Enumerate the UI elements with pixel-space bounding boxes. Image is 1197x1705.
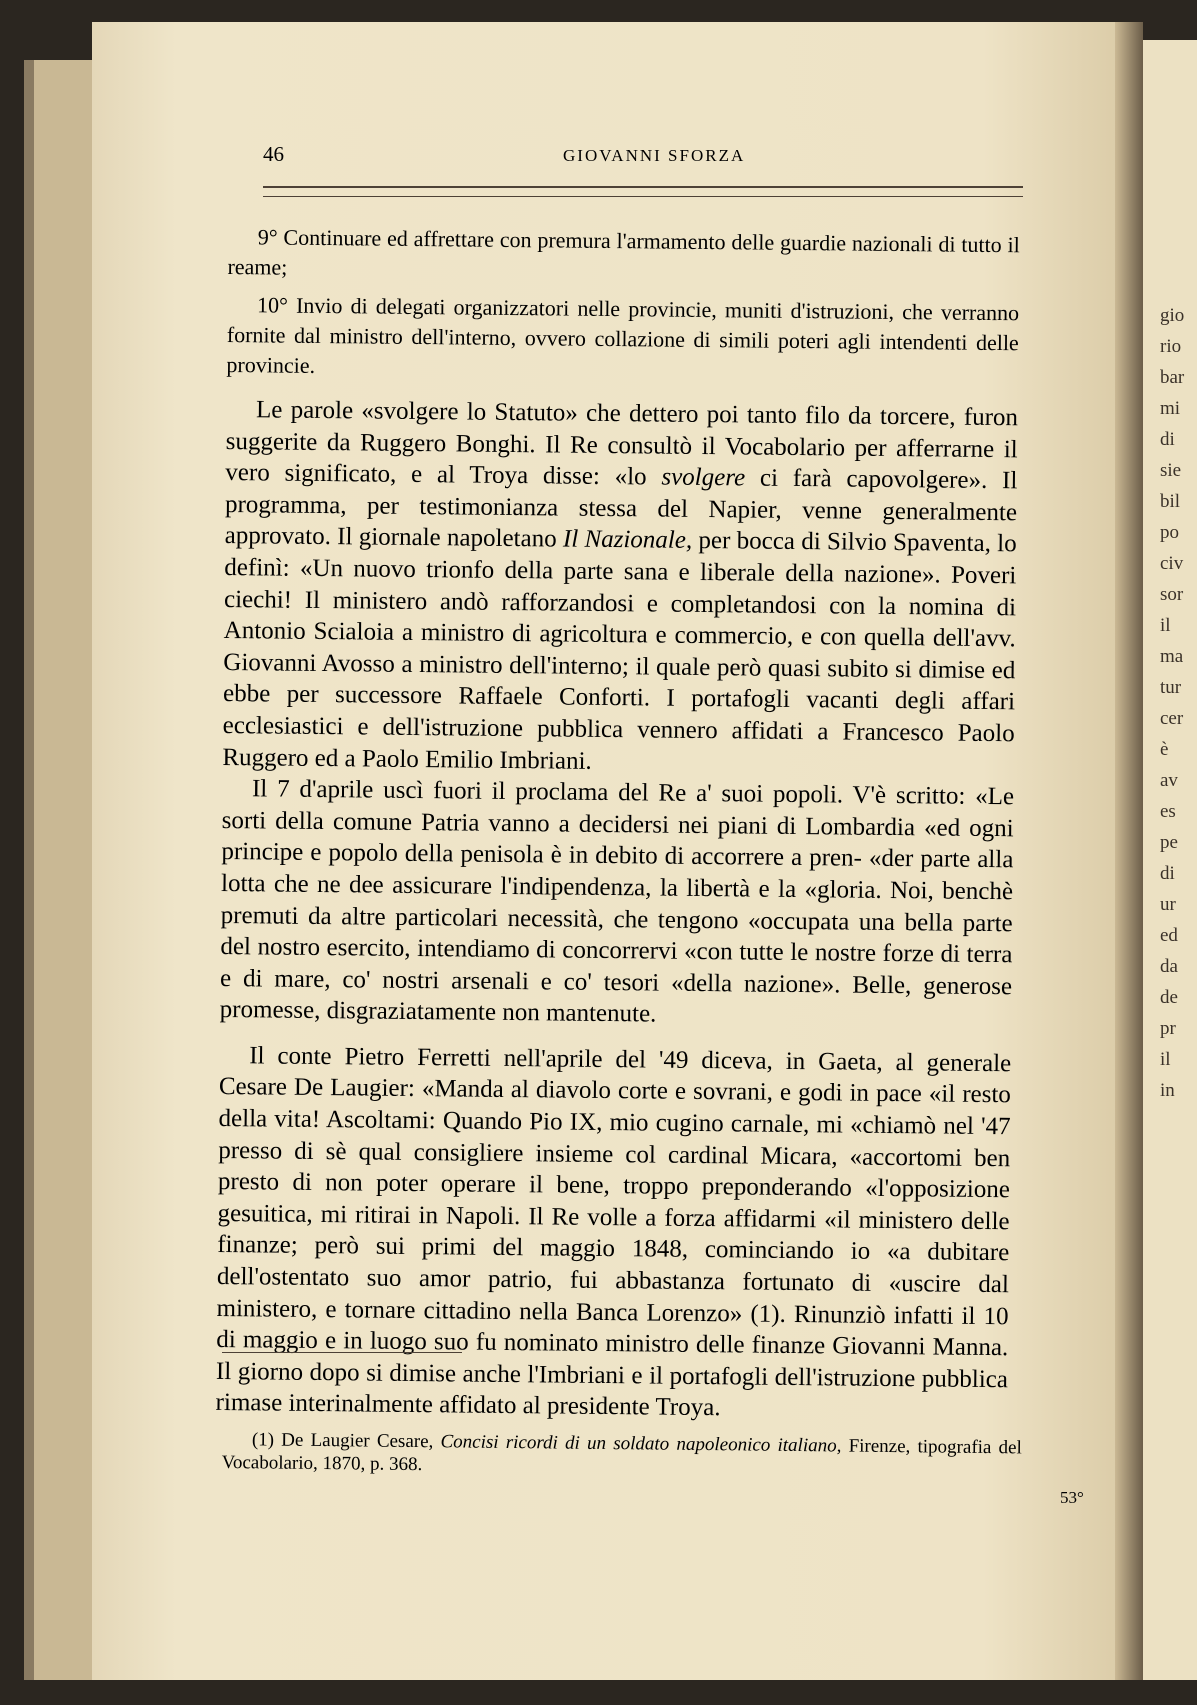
next-page-fragment: pe: [1160, 832, 1178, 853]
next-page-fragment: sie: [1160, 460, 1182, 481]
running-head: GIOVANNI SFORZA: [563, 146, 746, 165]
paragraph-proclama: Il 7 d'aprile uscì fuori il proclama del Re a' suoi popoli. V'è scritto: «Le sorti della comune Patria vanno a decidersi nei piani di Lombardia «ed ogni principe e popolo della penisola è in debito di accorrere a pren- «der parte alla lotta che ne dee assicurare l'indipendenza, la libertà e la «gloria. Noi, benchè premuti da altre particolari necessità, che tengono «occupata una bella parte del nostro esercito, intendiamo di concorrervi «con tutte le nostre forze di terra e di mare, co' nostri arsenali e co' tesori «della nazione». Belle, generose promesse, disgraziatamente non mantenute.: [219, 775, 1015, 1028]
paragraph-text: per bocca di Silvio Spaventa, lo definì: «Un nuovo trionfo della parte sana e liberale della nazione». Poveri ciechi! Il ministero andò rafforzandosi e completandosi con la nomina di Antonio Scialoia a ministro di agricoltura e commercio, e con quella dell'avv. Giovanni Avosso a ministro dell'interno; il quale però quasi subito si dimise ed ebbe per successore Raffaele Conforti. I portafogli vacanti degli affari ecclesiastici e dell'istruzione pubblica vennero affidati a Francesco Paolo Ruggero ed a Paolo Emilio Imbriani.: [222, 527, 1017, 775]
page-header: [263, 132, 1023, 172]
next-page-fragment: di: [1160, 863, 1175, 884]
paragraph-statuto: [222, 394, 1018, 781]
page-number: 46: [263, 142, 284, 166]
signature-mark: 53°: [1060, 1488, 1084, 1507]
next-page-fragment: ed: [1160, 925, 1178, 946]
paragraph-text: ci farà capovolgere». Il programma, per testimonianza stessa del Napier, venne generalmente approvato. Il giornale napoletano: [224, 464, 1018, 553]
next-page-fragment: rio: [1160, 336, 1182, 357]
footnote-title: Concisi ricordi di un soldato napoleonico italiano,: [433, 1431, 842, 1457]
next-page-fragment: av: [1160, 770, 1178, 791]
next-page-fragment: il: [1160, 1049, 1171, 1070]
next-page-fragment: è: [1160, 739, 1169, 760]
page-stack-shadow: [24, 60, 34, 1680]
paragraph-ferretti: Il conte Pietro Ferretti nell'aprile del '49 diceva, in Gaeta, al generale Cesare De Laugier: «Manda al diavolo corte e sovrani, e godi in pace «il resto della vita! Ascoltami: Quando Pio IX, mio cugino carnale, mi «chiamò nel '47 presso di sè qual consigliere insieme col cardinal Micara, «accortomi ben presto di non poter operare il bene, troppo preponderando «l'opposizione gesuitica, mi ritirai in Napoli. Il Re volle a forza affidarmi «il ministero delle finanze; però sui primi del maggio 1848, cominciando io «a dubitare dell'ostentato suo amor patrio, fui abbastanza fortunato di «uscire dal ministero, e tornare cittadino nella Banca Lorenzo» (1). Rinunziò infatti il 10 di maggio e in luogo suo fu nominato ministro delle finanze Giovanni Manna. Il giorno dopo si dimise anche l'Imbriani e il portafogli dell'istruzione pubblica rimase interinalmente affidato al presidente Troya.: [215, 1042, 1012, 1422]
next-page-fragment: bar: [1160, 367, 1185, 388]
footnote-rule: [222, 1352, 462, 1353]
next-page-fragment: cer: [1160, 708, 1184, 729]
next-page-fragment: mi: [1160, 398, 1181, 419]
next-page-fragment: di: [1160, 429, 1175, 450]
footnote: [222, 1428, 1022, 1482]
next-page-fragment: ma: [1160, 646, 1184, 667]
next-page-fragment: bil: [1160, 491, 1181, 512]
list-item-10: 10° Invio di delegati organizzatori nelle provincie, muniti d'istruzioni, che verranno fornite dal ministro dell'interno, ovvero collazione di simili poteri agli intendenti delle provincie.: [226, 292, 1020, 378]
next-page-fragment: pr: [1160, 1018, 1176, 1039]
next-page-fragment: sor: [1160, 584, 1184, 605]
header-double-rule: [263, 186, 1023, 197]
next-page-fragment: gio: [1160, 305, 1185, 326]
next-page-fragment: de: [1160, 987, 1178, 1008]
list-item-9: 9° Continuare ed affrettare con premura l'armamento delle guardie nazionali di tutto il reame;: [227, 224, 1020, 280]
footnote-publication: Firenze, tipografia del Vocabolario, 1870, p. 368.: [221, 1435, 1022, 1476]
next-page-fragment: po: [1160, 522, 1179, 543]
italic-svolgere: svolgere: [661, 463, 746, 492]
footnote-author: (1) De Laugier Cesare,: [251, 1429, 434, 1453]
next-page-fragment: civ: [1160, 553, 1184, 574]
next-page-fragments: [1160, 300, 1197, 1400]
next-page-fragment: in: [1160, 1080, 1175, 1101]
next-page-fragment: ur: [1160, 894, 1176, 915]
next-page-fragment: es: [1160, 801, 1176, 822]
body-text: [215, 222, 1019, 1427]
next-page-fragment: il: [1160, 615, 1171, 636]
next-page-fragment: da: [1160, 956, 1178, 977]
paragraph-text: Le parole «svolgere lo Statuto» che dettero poi tanto filo da torcere, furon suggerite da Ruggero Bonghi. Il Re consultò il Vocabolario per afferrarne il vero significato, e al Troya disse: «lo: [225, 396, 1019, 491]
next-page-fragment: tur: [1160, 677, 1182, 698]
italic-il-nazionale: Il Nazionale,: [562, 525, 693, 555]
